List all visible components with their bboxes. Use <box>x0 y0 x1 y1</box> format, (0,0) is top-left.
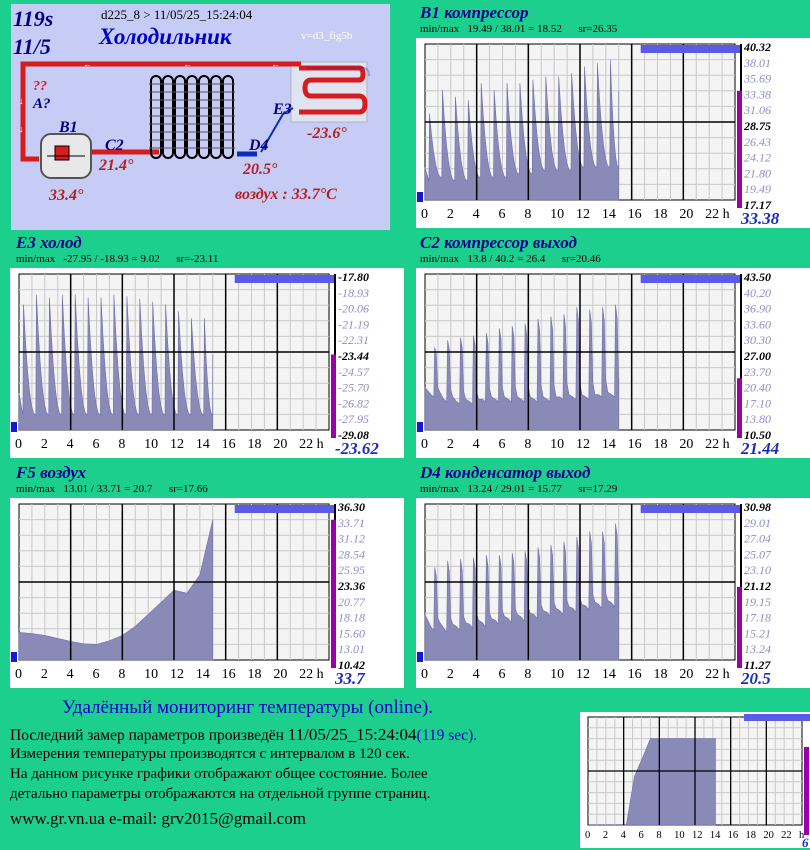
d4-x-tick-label: 10 <box>550 667 565 682</box>
c2-x-tick-label: 0 <box>421 437 428 452</box>
e3-start-marker <box>11 422 17 432</box>
c2-current-bar <box>737 378 742 438</box>
e3-y-tick-label: -24.57 <box>338 364 369 379</box>
f5-current-value: 33.7 <box>335 669 365 688</box>
uptime-label: 119s <box>13 6 54 31</box>
f5-x-tick-label: 20 <box>273 667 288 682</box>
mini-x-tick-label: 6 <box>638 830 644 841</box>
mini-x-tick-label: 22 <box>781 830 792 841</box>
b1-x-tick-label: 4 <box>472 207 480 222</box>
f5-x-tick-label: 2 <box>40 667 48 682</box>
mini-x-tick-label: 20 <box>763 830 774 841</box>
e3-x-tick-label: 4 <box>66 437 74 452</box>
d4-x-tick-label: 18 <box>653 667 668 682</box>
b1-y-tick-label: 38.01 <box>744 55 771 70</box>
c2-current-value: 21.44 <box>741 439 780 458</box>
f5-y-tick-label: 10.42 <box>338 658 365 672</box>
c2-x-tick-label: 10 <box>550 437 565 452</box>
f5-period-bar <box>235 505 335 513</box>
sensor-e3-value: -23.6° <box>307 125 347 142</box>
f5-start-marker <box>11 652 17 662</box>
e3-x-tick-label: 12 <box>170 437 184 452</box>
mini-x-tick-label: 16 <box>727 830 739 841</box>
sensor-d4-value: 20.5° <box>243 161 278 178</box>
chart-f5-minmax: min/max 13.01 / 33.71 = 20.7 sr=17.66 <box>16 483 208 495</box>
f5-y-tick-label: 36.30 <box>338 500 365 514</box>
chart-e3-minmax: min/max -27.95 / -18.93 = 9.02 sr=-23.11 <box>16 253 219 265</box>
f5-y-tick-label: 33.71 <box>338 515 365 530</box>
e3-x-tick-label: 8 <box>118 437 126 452</box>
footer-line-1-prefix: Последний замер параметров произведён <box>10 727 288 744</box>
f5-y-tick-label: 20.77 <box>338 594 365 609</box>
chart-c2-minmax: min/max 13.8 / 40.2 = 26.4 sr=20.46 <box>420 253 601 265</box>
mini-x-tick-label: 12 <box>692 830 703 841</box>
b1-x-tick-label: 0 <box>421 207 428 222</box>
diagram-header: d225_8 > 11/05/25_15:24:04 <box>101 7 253 22</box>
b1-y-tick-label: 28.75 <box>744 119 771 133</box>
b1-y-tick-label: 21.80 <box>744 166 771 181</box>
d4-y-tick-label: 21.12 <box>744 579 771 593</box>
e3-x-tick-label: 6 <box>92 437 100 452</box>
c2-x-tick-label: 14 <box>601 437 616 452</box>
mini-x-tick-label: 18 <box>745 830 756 841</box>
d4-current-bar <box>737 587 742 668</box>
svg-text:←: ← <box>271 59 280 69</box>
d4-x-tick-label: 2 <box>446 667 454 682</box>
c2-x-tick-label: 22 h <box>705 437 730 452</box>
footer-heading: Удалённый мониторинг температуры (online). <box>62 697 434 718</box>
d4-x-tick-label: 12 <box>576 667 590 682</box>
c2-y-tick-label: 23.70 <box>744 364 771 379</box>
footer-contact: www.gr.vn.ua e-mail: grv2015@gmail.com <box>10 809 306 828</box>
chart-b1 <box>416 38 810 228</box>
c2-x-tick-label: 2 <box>446 437 454 452</box>
c2-x-tick-label: 8 <box>524 437 532 452</box>
c2-period-bar <box>641 275 741 283</box>
e3-current-bar <box>331 354 336 438</box>
chart-c2 <box>416 268 810 458</box>
d4-x-tick-label: 16 <box>627 667 642 682</box>
e3-y-tick-label: -17.80 <box>338 270 369 284</box>
sensor-b1-value: 33.4° <box>49 187 84 204</box>
d4-x-tick-label: 14 <box>601 667 616 682</box>
b1-x-tick-label: 12 <box>576 207 590 222</box>
mini-x-tick-label: 2 <box>602 830 609 841</box>
d4-y-tick-label: 19.15 <box>744 594 771 609</box>
unknown-mark: ?? <box>33 79 47 94</box>
f5-current-bar <box>331 520 336 668</box>
c2-x-tick-label: 20 <box>679 437 694 452</box>
f5-y-tick-label: 13.01 <box>338 642 365 657</box>
footer-line-2: Измерения температуры производятся с интервалом в 120 сек. <box>10 746 410 762</box>
d4-y-tick-label: 13.24 <box>744 642 771 657</box>
f5-x-tick-label: 6 <box>92 667 100 682</box>
c2-y-tick-label: 20.40 <box>744 380 771 395</box>
b1-x-tick-label: 18 <box>653 207 668 222</box>
f5-x-tick-label: 14 <box>195 667 210 682</box>
b1-y-tick-label: 31.06 <box>744 103 771 118</box>
sensor-e3-label: E3 <box>273 101 292 118</box>
d4-y-tick-label: 27.04 <box>744 531 771 546</box>
b1-x-tick-label: 16 <box>627 207 642 222</box>
e3-x-tick-label: 18 <box>247 437 262 452</box>
c2-y-tick-label: 17.10 <box>744 396 771 411</box>
footer-line-4: детально параметры отображаются на отдельной группе страниц. <box>10 786 431 802</box>
svg-text:←: ← <box>183 59 192 69</box>
b1-x-tick-label: 8 <box>524 207 532 222</box>
mini-x-tick-label: 0 <box>585 830 591 841</box>
svg-text:↓: ↓ <box>19 124 24 134</box>
b1-y-tick-label: 17.17 <box>744 198 771 212</box>
sensor-c2-value: 21.4° <box>99 157 134 174</box>
d4-current-value: 20.5 <box>741 669 771 688</box>
e3-x-tick-label: 10 <box>144 437 159 452</box>
f5-x-tick-label: 4 <box>66 667 74 682</box>
b1-current-value: 33.38 <box>741 209 780 228</box>
d4-x-tick-label: 6 <box>498 667 506 682</box>
date-short-label: 11/5 <box>13 34 51 59</box>
mini-x-tick-label: 4 <box>620 830 626 841</box>
b1-start-marker <box>417 192 423 202</box>
chart-e3-title: E3 холод <box>16 233 82 252</box>
diagram-title: Холодильник <box>99 24 232 49</box>
mini-period-bar <box>744 714 810 721</box>
b1-y-tick-label: 33.38 <box>744 87 771 102</box>
d4-start-marker <box>417 652 423 662</box>
f5-x-tick-label: 8 <box>118 667 126 682</box>
e3-x-tick-label: 2 <box>40 437 48 452</box>
e3-period-bar <box>235 275 335 283</box>
footer-line-1 <box>10 725 477 745</box>
d4-y-tick-label: 11.27 <box>744 658 771 672</box>
d4-y-tick-label: 15.21 <box>744 626 771 641</box>
f5-x-tick-label: 10 <box>144 667 159 682</box>
b1-x-tick-label: 22 h <box>705 207 730 222</box>
mini-x-tick-label: 8 <box>656 830 662 841</box>
c2-x-tick-label: 12 <box>576 437 590 452</box>
b1-x-tick-label: 6 <box>498 207 506 222</box>
mini-current-bar <box>804 747 809 835</box>
c2-y-tick-label: 40.20 <box>744 285 771 300</box>
f5-y-tick-label: 31.12 <box>338 531 365 546</box>
e3-y-tick-label: -25.70 <box>338 380 369 395</box>
mini-x-tick-label: 10 <box>674 830 685 841</box>
chart-mini <box>580 712 810 848</box>
e3-x-tick-label: 22 h <box>299 437 324 452</box>
c2-y-tick-label: 10.50 <box>744 428 771 442</box>
c2-y-tick-label: 27.00 <box>744 349 771 363</box>
e3-y-tick-label: -29.08 <box>338 428 369 442</box>
b1-y-tick-label: 19.49 <box>744 182 771 197</box>
chart-b1-minmax: min/max 19.49 / 38.01 = 18.52 sr=26.35 <box>420 23 618 35</box>
e3-current-value: -23.62 <box>335 439 379 458</box>
b1-y-tick-label: 35.69 <box>744 71 771 86</box>
b1-y-tick-label: 26.43 <box>744 134 771 149</box>
f5-y-tick-label: 28.54 <box>338 547 365 562</box>
footer-line-3: На данном рисунке графики отображают общее состояние. Более <box>10 766 428 782</box>
c2-x-tick-label: 16 <box>627 437 642 452</box>
e3-x-tick-label: 14 <box>195 437 210 452</box>
c2-y-tick-label: 33.60 <box>744 317 771 332</box>
sensor-d4-label: D4 <box>249 137 269 154</box>
d4-x-tick-label: 4 <box>472 667 480 682</box>
e3-y-tick-label: -27.95 <box>338 412 369 427</box>
sensor-b1-label: B1 <box>59 119 78 136</box>
b1-current-bar <box>737 91 742 208</box>
c2-y-tick-label: 30.30 <box>744 333 771 348</box>
f5-y-tick-label: 23.36 <box>338 579 365 593</box>
d4-x-tick-label: 8 <box>524 667 532 682</box>
chart-f5-title: F5 воздух <box>16 463 87 482</box>
chart-c2-title: C2 компрессор выход <box>420 233 577 252</box>
e3-y-tick-label: -20.06 <box>338 301 369 316</box>
b1-y-tick-label: 40.32 <box>744 40 771 54</box>
fridge-diagram-svg <box>11 4 390 230</box>
e3-x-tick-label: 16 <box>221 437 236 452</box>
f5-x-tick-label: 22 h <box>299 667 324 682</box>
d4-y-tick-label: 29.01 <box>744 515 771 530</box>
chart-d4-minmax: min/max 13.24 / 29.01 = 15.77 sr=17.29 <box>420 483 618 495</box>
air-temp-text: воздух : 33.7°C <box>235 186 337 203</box>
footer-last-age: (119 sec). <box>416 727 478 744</box>
e3-y-tick-label: -22.31 <box>338 333 369 348</box>
chart-b1-title: B1 компрессор <box>420 3 529 22</box>
d4-y-tick-label: 17.18 <box>744 610 771 625</box>
d4-x-tick-label: 20 <box>679 667 694 682</box>
d4-y-tick-label: 25.07 <box>744 547 771 562</box>
chart-e3 <box>10 268 404 458</box>
mini-x-tick-label: 14 <box>709 830 721 841</box>
f5-y-tick-label: 25.95 <box>338 563 365 578</box>
c2-x-tick-label: 6 <box>498 437 506 452</box>
e3-y-tick-label: -21.19 <box>338 317 369 332</box>
chart-f5 <box>10 498 404 688</box>
sensor-c2-label: C2 <box>105 137 124 154</box>
b1-y-tick-label: 24.12 <box>744 150 771 165</box>
svg-text:↓: ↓ <box>19 96 24 106</box>
condenser-coils <box>151 76 233 158</box>
footer-last-time: 11/05/25_15:24:04 <box>287 725 417 744</box>
mini-x-tick-label: h <box>799 830 805 841</box>
compressor-sensor-icon <box>55 146 69 160</box>
chart-d4-title: D4 конденсатор выход <box>420 463 591 482</box>
c2-x-tick-label: 4 <box>472 437 480 452</box>
e3-x-tick-label: 20 <box>273 437 288 452</box>
version-label: v=d3_fig5b <box>301 30 353 42</box>
f5-y-tick-label: 18.18 <box>338 610 365 625</box>
fridge-diagram <box>11 4 390 230</box>
e3-y-tick-label: -26.82 <box>338 396 369 411</box>
c2-start-marker <box>417 422 423 432</box>
chart-d4 <box>416 498 810 688</box>
b1-x-tick-label: 20 <box>679 207 694 222</box>
d4-y-tick-label: 23.10 <box>744 563 771 578</box>
c2-y-tick-label: 13.80 <box>744 412 771 427</box>
d4-x-tick-label: 22 h <box>705 667 730 682</box>
d4-x-tick-label: 0 <box>421 667 428 682</box>
sensor-a-label: A? <box>33 96 51 112</box>
f5-x-tick-label: 18 <box>247 667 262 682</box>
mini-current-value: 6 <box>802 835 809 848</box>
d4-period-bar <box>641 505 741 513</box>
f5-x-tick-label: 16 <box>221 667 236 682</box>
c2-y-tick-label: 36.90 <box>744 301 771 316</box>
f5-y-tick-label: 15.60 <box>338 626 365 641</box>
e3-y-tick-label: -18.93 <box>338 285 369 300</box>
b1-period-bar <box>641 45 741 53</box>
d4-y-tick-label: 30.98 <box>744 500 771 514</box>
svg-text:←: ← <box>83 59 92 69</box>
f5-x-tick-label: 12 <box>170 667 184 682</box>
b1-x-tick-label: 14 <box>601 207 616 222</box>
f5-x-tick-label: 0 <box>15 667 22 682</box>
b1-x-tick-label: 2 <box>446 207 454 222</box>
e3-y-tick-label: -23.44 <box>338 349 369 363</box>
c2-x-tick-label: 18 <box>653 437 668 452</box>
b1-x-tick-label: 10 <box>550 207 565 222</box>
e3-x-tick-label: 0 <box>15 437 22 452</box>
c2-y-tick-label: 43.50 <box>744 270 771 284</box>
